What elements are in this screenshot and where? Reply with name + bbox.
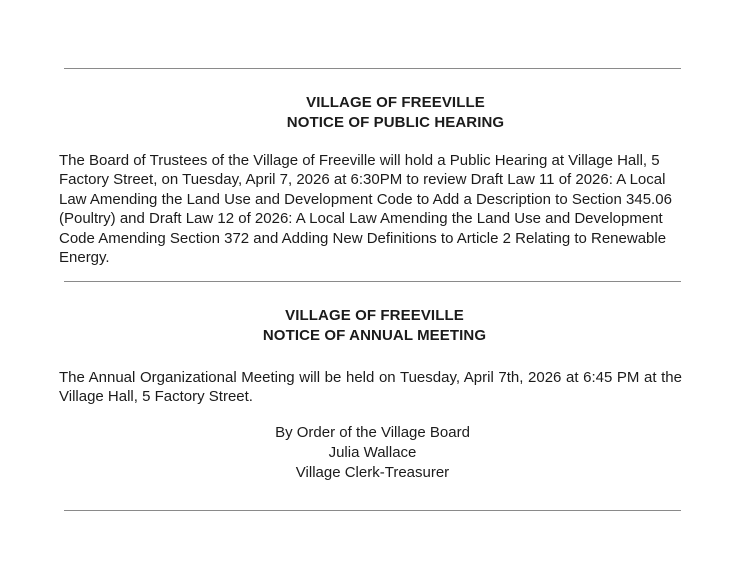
public-hearing-heading — [84, 93, 707, 133]
public-hearing-body-line: Energy. — [59, 249, 110, 267]
public-hearing-notice-title: NOTICE OF PUBLIC HEARING — [286, 114, 505, 131]
signature-title: Village Clerk-Treasurer — [295, 463, 450, 481]
signature-name: Julia Wallace — [328, 443, 417, 461]
divider-bottom — [64, 510, 681, 511]
annual-meeting-heading — [63, 306, 686, 346]
public-hearing-body-line: Law Amending the Land Use and Development Code to Add a Description to Section 345.06 — [59, 190, 672, 208]
annual-meeting-notice-title: NOTICE OF ANNUAL MEETING — [262, 327, 487, 344]
public-hearing-body-line: (Poultry) and Draft Law 12 of 2026: A Local Law Amending the Land Use and Development — [59, 210, 663, 228]
annual-meeting-body — [59, 368, 682, 407]
public-hearing-body-line: Code Amending Section 372 and Adding New Definitions to Article 2 Relating to Renewable — [59, 229, 667, 247]
public-hearing-body — [59, 151, 682, 267]
signature-authority: By Order of the Village Board — [275, 424, 470, 441]
public-hearing-body-line: The Board of Trustees of the Village of Freeville will hold a Public Hearing at Village Hall, 5 — [59, 152, 660, 169]
public-hearing-body-line: Factory Street, on Tuesday, April 7, 2026 at 6:30PM to review Draft Law 11 of 2026: A Local — [59, 171, 666, 189]
annual-meeting-body-line: The Annual Organizational Meeting will be held on Tuesday, April 7th, 2026 at 6:45 PM at the — [59, 369, 682, 386]
annual-meeting-org-name: VILLAGE OF FREEVILLE — [285, 307, 464, 324]
divider-middle — [64, 281, 681, 282]
divider-top — [64, 68, 681, 69]
signature-block — [61, 423, 684, 482]
annual-meeting-body-line: Village Hall, 5 Factory Street. — [59, 388, 253, 406]
public-hearing-org-name: VILLAGE OF FREEVILLE — [306, 94, 485, 111]
